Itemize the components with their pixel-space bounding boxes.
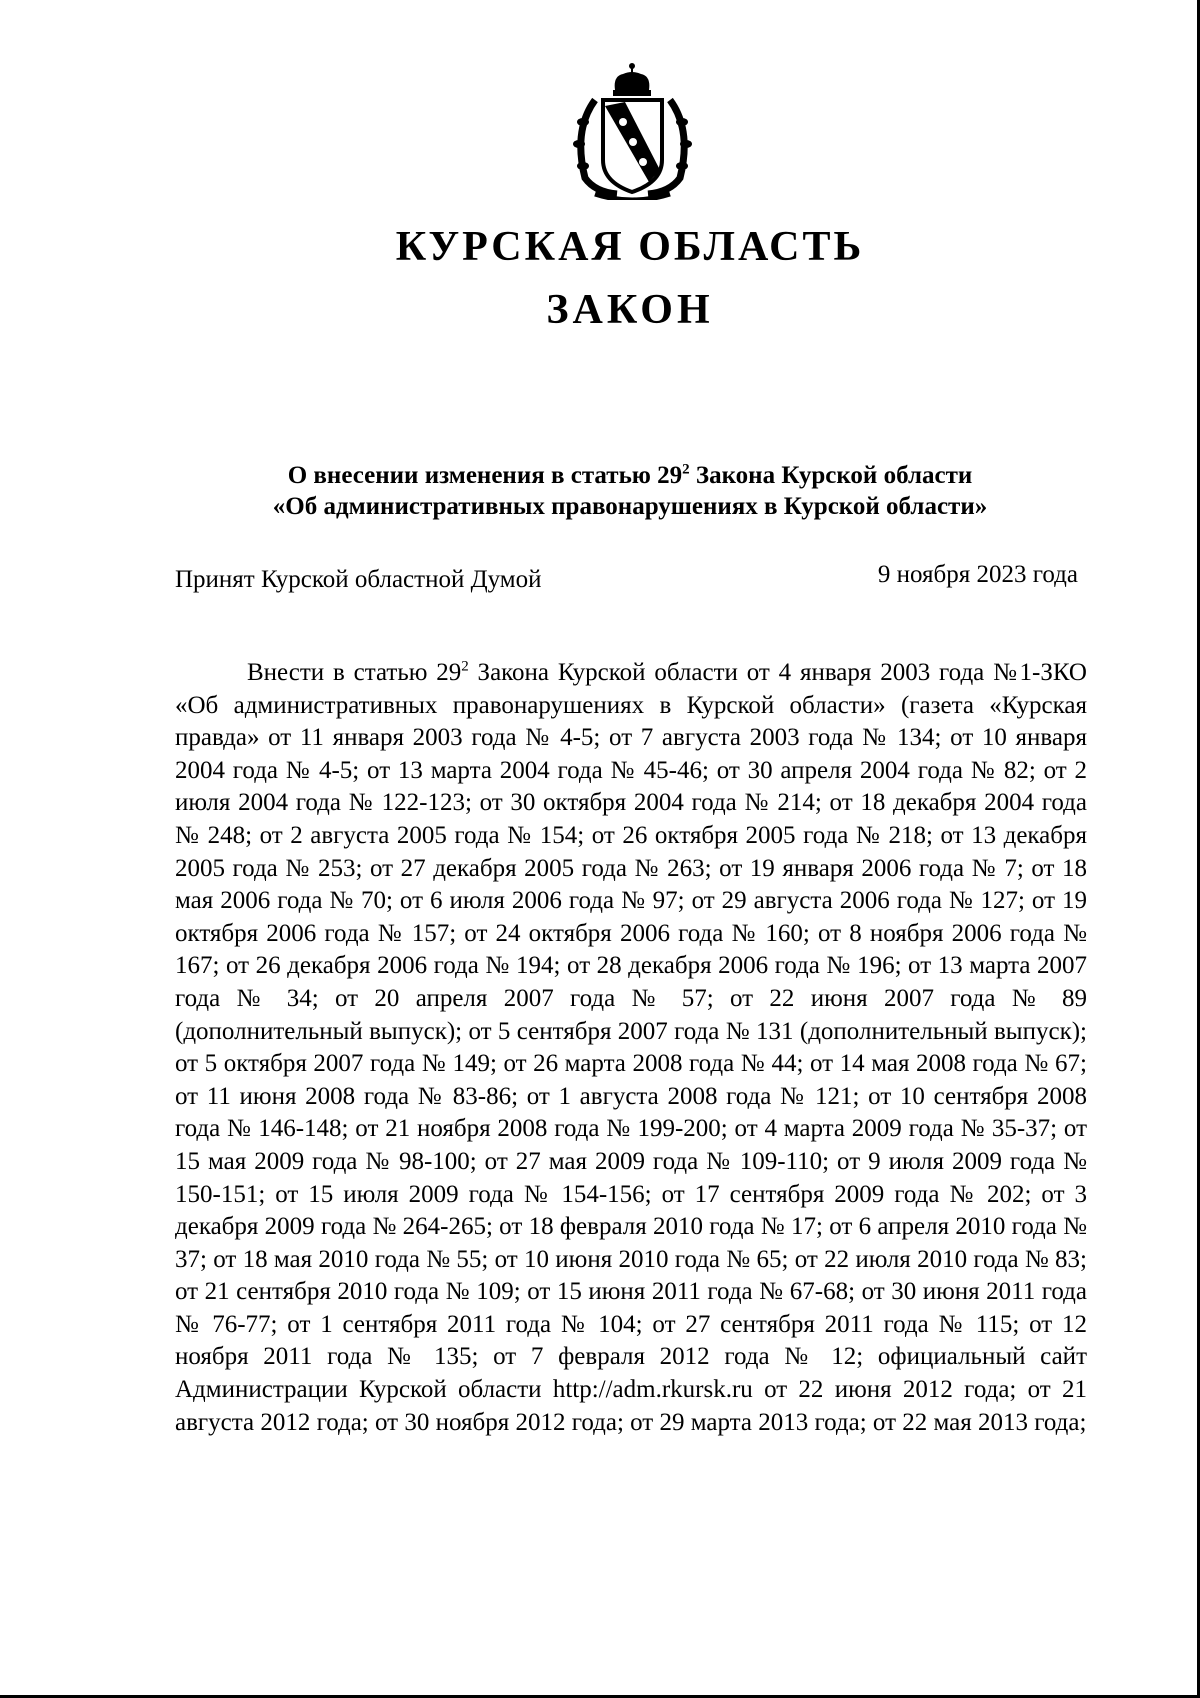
law-title-part: О внесении изменения в статью 29 xyxy=(287,462,683,489)
law-title-line2: «Об административных правонарушениях в Курской области» xyxy=(272,493,988,520)
law-title-part: Закона Курской области xyxy=(689,462,973,489)
body-superscript: 2 xyxy=(461,658,469,675)
region-title: КУРСКАЯ ОБЛАСТЬ xyxy=(395,224,865,270)
law-title-superscript: 2 xyxy=(682,461,690,478)
body-text-part: Внести в статью 29 xyxy=(247,659,462,686)
body-paragraph xyxy=(175,657,1087,1439)
document-type: ЗАКОН xyxy=(546,287,714,333)
adopted-by: Принят Курской областной Думой xyxy=(175,566,542,593)
body-text-part: Закона Курской области от 4 января 2003 года №1-ЗКО «Об административных правонарушениях в Курской области» (газета «Курская правда» от 11 января 2003 года № 4-5; от 7 августа 2003 года № 134; от 10 января 2004 года № 4-5; от 13 марта 2004 года № 45-46; от 30 апреля 2004 года № 82; от 2 июля 2004 года № 122-123; от 30 октября 2004 года № 214; от 18 декабря 2004 года № 248; от 2 августа 2005 года № 154; от 26 октября 2005 года № 218; от 13 декабря 2005 года № 253; от 27 декабря 2005 года № 263; от 19 января 2006 года № 7; от 18 мая 2006 года № 70; от 6 июля 2006 года № 97; от 29 августа 2006 года № 127; от 19 октября 2006 года № 157; от 24 октября 2006 года № 160; от 8 ноября 2006 года № 167; от 26 декабря 2006 года № 194; от 28 декабря 2006 года № 196; от 13 марта 2007 года № 34; от 20 апреля 2007 года № 57; от 22 июня 2007 года № 89 (дополнительный выпуск); от 5 сентября 2007 года № 131 (дополнительный выпуск); от 5 октября 2007 года № 149; от 26 марта 2008 года № 44; от 14 мая 2008 года № 67; от 11 июня 2008 года № 83-86; от 1 августа 2008 года № 121; от 10 сентября 2008 года № 146-148; от 21 ноября 2008 года № 199-200; от 4 марта 2009 года № 35-37; от 15 мая 2009 года № 98-100; от 27 мая 2009 года № 109-110; от 9 июля 2009 года № 150-151; от 15 июля 2009 года № 154-156; от 17 сентября 2009 года № 202; от 3 декабря 2009 года № 264-265; от 18 февраля 2010 года № 17; от 6 апреля 2010 года № 37; от 18 мая 2010 года № 55; от 10 июня 2010 года № 65; от 22 июля 2010 года № 83; от 21 сентября 2010 года № 109; от 15 июня 2011 года № 67-68; от 30 июня 2011 года № 76-77; от 1 сентября 2011 года № 104; от 27 сентября 2011 года № 115; от 12 ноября 2011 года № 135; от 7 февраля 2012 года № 12; официальный сайт Администрации Курской области http://adm.rkursk.ru от 22 июня 2012 года; от 21 августа 2012 года; от 30 ноября 2012 года; от 29 марта 2013 года; от 22 мая 2013 года; xyxy=(175,659,1087,1436)
law-title xyxy=(175,460,1085,522)
coat-of-arms-icon xyxy=(565,60,700,200)
adoption-date: 9 ноября 2023 года xyxy=(877,561,1078,588)
